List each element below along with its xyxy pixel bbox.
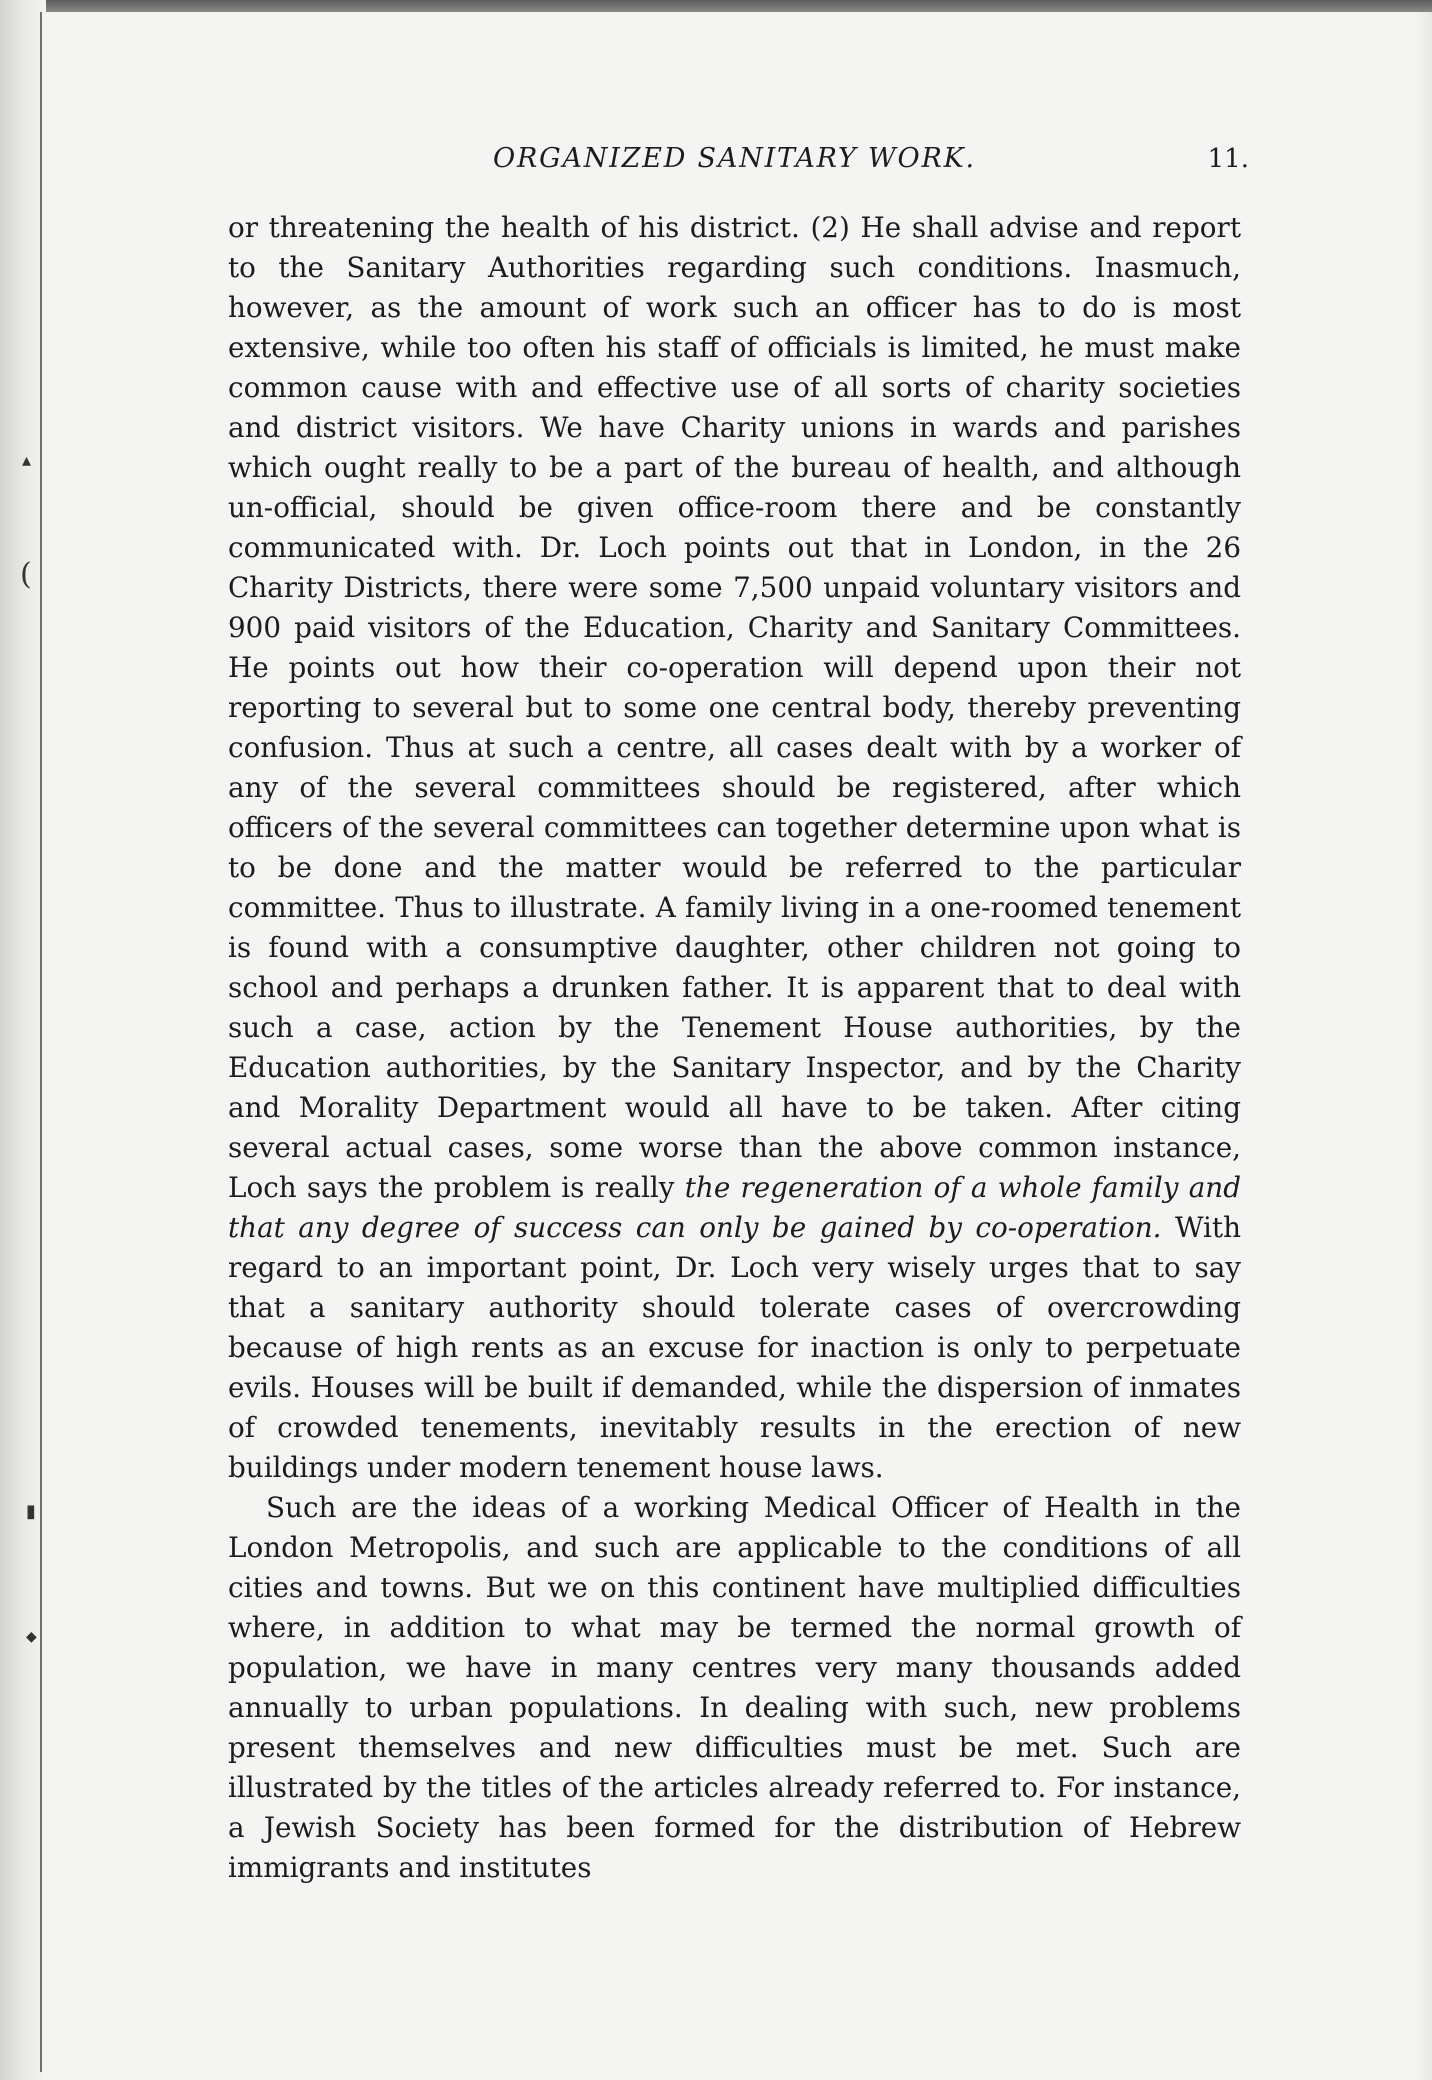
paragraph-text: or threatening the health of his district. (2) He shall advise and report to the Sanitary Authorities regarding such conditions. Inasmuch, however, as the amount of work such an officer has to do is most extensive, while too often his staff of officials is limited, he must make common cause with and effective use of all sorts of charity societies and district visitors. We have Charity unions in wards and parishes which ought really to be a part of the bureau of health, and although un-official, should be given office-room there and be constantly communicated with. Dr. Loch points out that in London, in the 26 Charity Districts, there were some 7,500 unpaid voluntary visitors and 900 paid visitors of the Education, Charity and Sanitary Committees. He points out how their co-operation will depend upon their not reporting to several but to some one central body, thereby preventing confusion. Thus at such a centre, all cases dealt with by a worker of any of the several committees should be registered, after which officers of the several committees can together determine upon what is to be done and the matter would be referred to the particular committee. Thus to illustrate. A family living in a one-roomed tenement is found with a consumptive daughter, other children not going to school and perhaps a drunken father. It is apparent that to deal with such a case, action by the Tenement House authorities, by the Education authorities, by the Sanitary Inspector, and by the Charity and Morality Department would all have to be taken. After citing several actual cases, some worse than the above common instance, Loch says the problem is really	[228, 211, 1241, 1204]
paragraph	[228, 208, 1241, 1488]
margin-speck: ◆	[26, 1629, 37, 1645]
body-text	[228, 208, 1241, 1888]
scan-top-edge	[0, 0, 1432, 12]
paragraph: Such are the ideas of a working Medical Officer of Health in the London Metropolis, and such are applicable to the conditions of all cities and towns. But we on this continent have multiplied difficulties where, in addition to what may be termed the normal growth of population, we have in many centres very many thousands added annually to urban populations. In dealing with such, new problems present themselves and new difficulties must be met. Such are illustrated by the titles of the articles already referred to. For instance, a Jewish Society has been formed for the distribution of Hebrew immigrants and institutes	[228, 1491, 1241, 1884]
margin-speck: ​(	[20, 557, 32, 592]
margin-speck: ▴	[22, 450, 32, 471]
scan-binding-edge	[0, 0, 46, 2080]
page-edge-shadow	[1414, 12, 1432, 2080]
emphasized-text: the regeneration of a whole family and that any degree of success can only be gained by co-operation.	[228, 1171, 1241, 1244]
running-title: ORGANIZED SANITARY WORK.	[493, 143, 976, 174]
paragraph-text: With regard to an important point, Dr. Loch very wisely urges that to say that a sanitary authority should tolerate cases of overcrowding because of high rents as an excuse for inaction is only to perpetuate evils. Houses will be built if demanded, while the dispersion of inmates of crowded tenements, inevitably results in the erection of new buildings under modern tenement house laws.	[228, 1211, 1241, 1484]
page-number: 11.	[1207, 144, 1249, 174]
page-header	[228, 139, 1249, 179]
margin-speck: ▮	[26, 1501, 36, 1522]
